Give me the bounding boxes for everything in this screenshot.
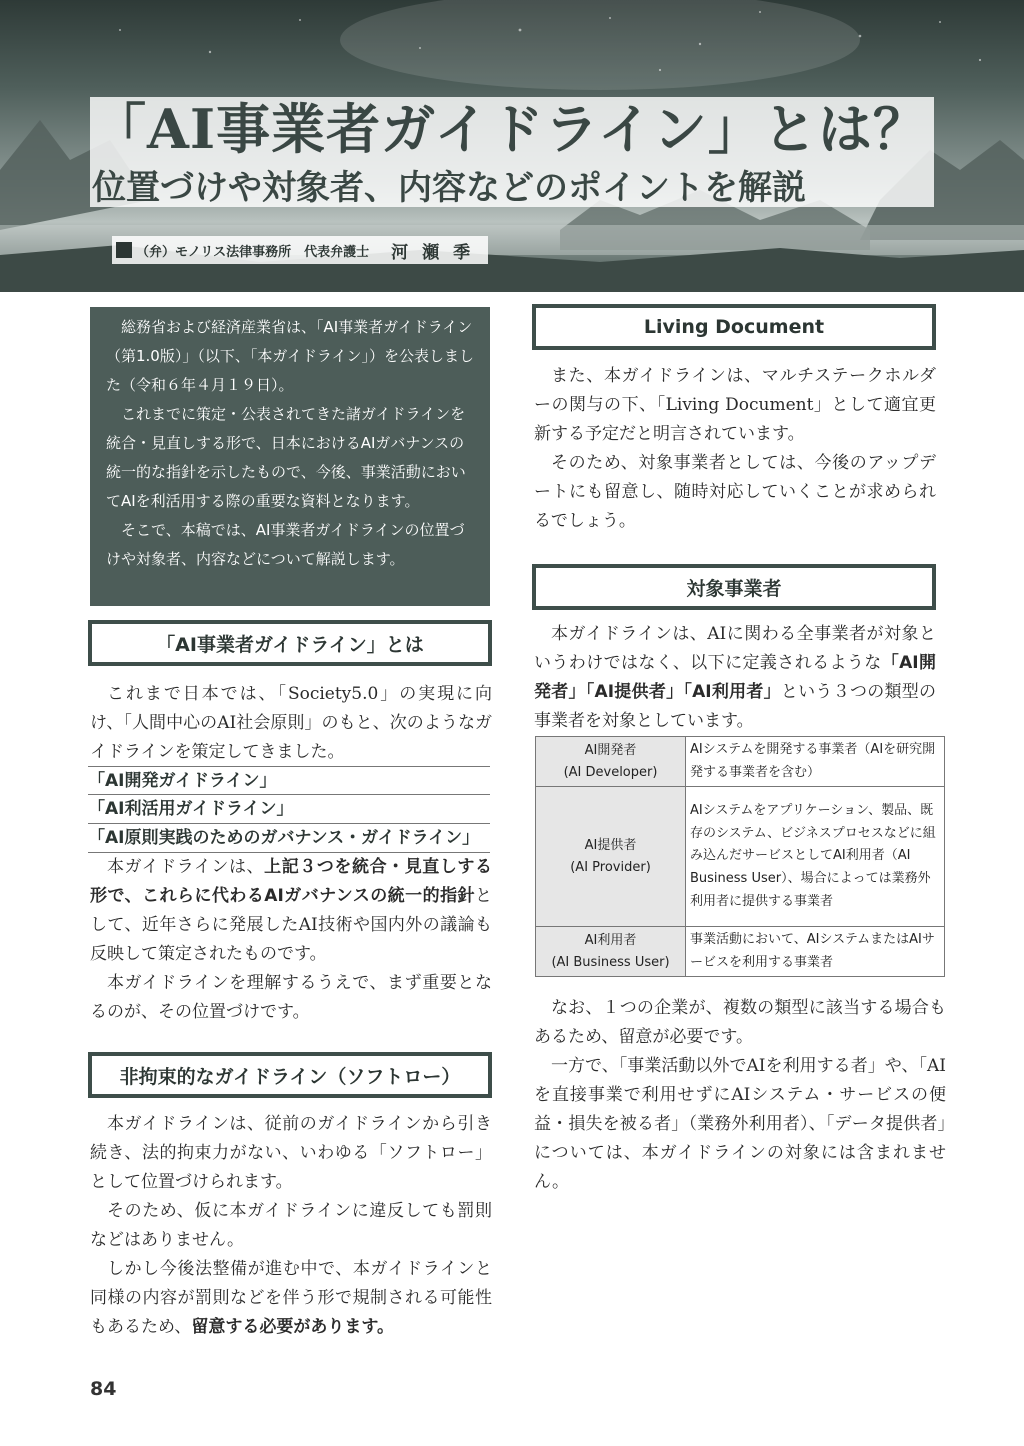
table-cell-definition: 事業活動において、AIシステムまたはAIサービスを利用する事業者: [686, 927, 945, 977]
section-heading-living-document: Living Document: [532, 304, 936, 350]
intro-paragraph: これまでに策定・公表されてきた諸ガイドラインを統合・見直しする形で、日本におけるAIガバナンスの統一的な指針を示したもので、今後、事業活動においてAIを利活用する際の重要な資料となります。: [106, 405, 466, 510]
square-bullet-icon: [116, 242, 132, 258]
table-cell-definition: AIシステムを開発する事業者（AIを研究開発する事業者を含む）: [686, 737, 945, 787]
list-item: 「AI原則実践のためのガバナンス・ガイドライン」: [88, 824, 490, 853]
guideline-list: [88, 766, 490, 853]
text-span: という３つの類型の事業者を対象としています。: [534, 682, 937, 731]
body-paragraph: そのため、対象事業者としては、今後のアップデートにも留意し、随時対応していくことが求められるでしょう。: [534, 453, 936, 531]
body-paragraph: [90, 853, 492, 969]
text-span: として、近年さらに発展したAI技術や国内外の議論も反映して策定されたものです。: [90, 886, 492, 964]
term-english: (AI Developer): [563, 764, 658, 780]
section1-body: [90, 853, 492, 1027]
intro-paragraph: 総務省および経済産業省は、「AI事業者ガイドライン（第1.0版）」（以下、「本ガイドライン」）を公表しました（令和６年４月１９日）。: [106, 318, 474, 394]
body-paragraph: また、本ガイドラインは、マルチステークホルダーの関与の下、「Living Document」として適宜更新する予定だと明言されています。: [534, 366, 936, 444]
table-row: [536, 737, 945, 787]
section4-body: [534, 994, 946, 1197]
author-name: 河瀬季: [391, 242, 485, 263]
table-row: [536, 927, 945, 977]
term-english: (AI Business User): [551, 954, 670, 970]
body-paragraph: [534, 620, 936, 736]
list-item: 「AI開発ガイドライン」: [88, 766, 490, 795]
text-span: 本ガイドラインは、: [107, 857, 265, 877]
term-label: AI提供者: [584, 837, 637, 853]
section-heading-target-businesses: 対象事業者: [532, 564, 936, 610]
section-heading-guideline: 「AI事業者ガイドライン」とは: [88, 620, 492, 666]
body-paragraph: [90, 1255, 492, 1342]
body-paragraph: これまで日本では、「Society5.0」の実現に向け、「人間中心のAI社会原則」のもと、次のようなガイドラインを策定してきました。: [90, 684, 492, 762]
body-paragraph: 一方で、「事業活動以外でAIを利用する者」や、「AIを直接事業で利用せずにAIシステム・サービスの便益・損失を被る者」（業務外利用者）、「データ提供者」については、本ガイドラインの対象には含まれません。: [534, 1056, 946, 1192]
emphasis-text: 「AI開発者」「AI提供者」「AI利用者」: [534, 653, 936, 702]
author-organization: （弁）モノリス法律事務所 代表弁護士: [136, 244, 370, 260]
body-paragraph: 本ガイドラインは、従前のガイドラインから引き続き、法的拘束力がない、いわゆる「ソフトロー」として位置づけられます。: [90, 1114, 492, 1192]
section2-body: [90, 1110, 492, 1342]
text-span: しかし今後法整備が進む中で、本ガイドラインと同様の内容が罰則などを伴う形で規制される可能性もあるため、: [90, 1259, 492, 1337]
section4-intro: [534, 620, 936, 736]
body-paragraph: 本ガイドラインを理解するうえで、まず重要となるのが、その位置づけです。: [90, 973, 492, 1022]
emphasis-text: 留意する必要があります。: [191, 1317, 394, 1337]
section1-intro: [90, 680, 492, 767]
article-subtitle: 位置づけや対象者、内容などのポイントを解説: [92, 168, 806, 208]
table-cell-definition: AIシステムをアプリケーション、製品、既存のシステム、ビジネスプロセスなどに組み込んだサービスとしてAI利用者（AI Business User）、場合によっては業務外利用者に提供する事業者: [686, 787, 945, 927]
intro-paragraph: そこで、本稿では、AI事業者ガイドラインの位置づけや対象者、内容などについて解説します。: [106, 521, 465, 568]
term-label: AI利用者: [584, 932, 637, 948]
table-cell-term: [536, 737, 686, 787]
list-item: 「AI利活用ガイドライン」: [88, 795, 490, 824]
text-span: 本ガイドラインは、AIに関わる全事業者が対象というわけではなく、以下に定義されるような: [534, 624, 936, 673]
author-byline: [112, 236, 488, 264]
section3-body: [534, 362, 936, 536]
page-number: 84: [90, 1378, 117, 1400]
table-cell-term: [536, 927, 686, 977]
table-cell-term: [536, 787, 686, 927]
intro-lead-box: [90, 307, 490, 606]
business-type-table: [535, 736, 945, 977]
article-title: 「AI事業者ガイドライン」とは？: [92, 97, 928, 161]
body-paragraph: そのため、仮に本ガイドラインに違反しても罰則などはありません。: [90, 1201, 492, 1250]
section-heading-soft-law: 非拘束的なガイドライン（ソフトロー）: [88, 1052, 492, 1098]
body-paragraph: なお、１つの企業が、複数の類型に該当する場合もあるため、留意が必要です。: [534, 998, 946, 1047]
term-label: AI開発者: [584, 742, 637, 758]
term-english: (AI Provider): [570, 859, 651, 875]
emphasis-text: 上記３つを統合・見直しする形で、これらに代わるAIガバナンスの統一的指針: [90, 857, 493, 906]
table-row: [536, 787, 945, 927]
